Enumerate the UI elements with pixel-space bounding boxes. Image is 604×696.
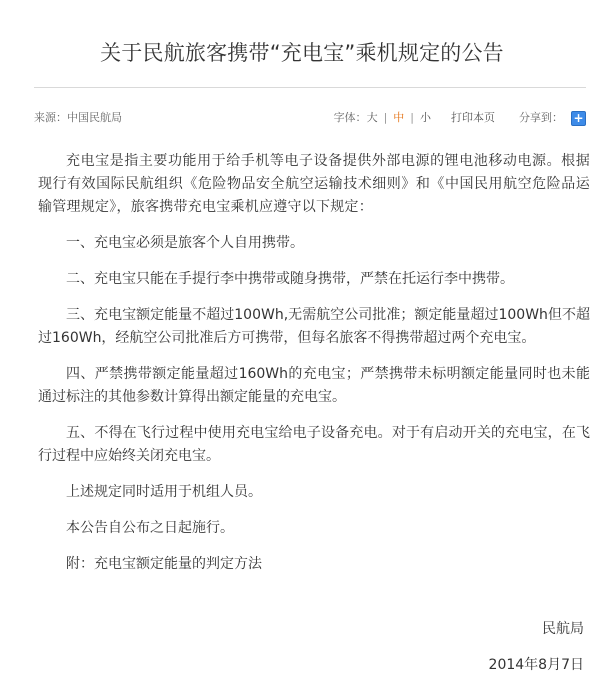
paragraph-appendix[interactable]: 附：充电宝额定能量的判定方法: [66, 556, 262, 572]
font-size-small-link[interactable]: 小: [420, 111, 431, 124]
tool-separator: |: [410, 111, 414, 124]
paragraph-rule-3: 三、充电宝额定能量不超过100Wh,无需航空公司批准；额定能量超过100Wh但不超过160Wh，经航空公司批准后方可携带，但每名旅客不得携带超过两个充电宝。: [38, 307, 590, 346]
print-page-link[interactable]: 打印本页: [451, 111, 495, 124]
signature-date: 2014年8月7日: [488, 657, 584, 673]
share-label: 分享到：: [519, 111, 563, 124]
page-title: 关于民航旅客携带“充电宝”乘机规定的公告: [100, 41, 504, 65]
paragraph-effective: 本公告自公布之日起施行。: [66, 520, 234, 536]
source-label: 来源：中国民航局: [34, 111, 122, 124]
share-plus-icon[interactable]: +: [571, 111, 586, 126]
meta-bar: [34, 108, 586, 128]
title-divider: [34, 87, 586, 88]
tool-separator: |: [383, 111, 388, 124]
paragraph-rule-4: 四、严禁携带额定能量超过160Wh的充电宝；严禁携带未标明额定能量同时也未能通过标注的其他参数计算得出额定能量的充电宝。: [38, 366, 590, 405]
paragraph-rule-5: 五、不得在飞行过程中使用充电宝给电子设备充电。对于有启动开关的充电宝，在飞行过程中应始终关闭充电宝。: [38, 425, 590, 464]
paragraph-intro: 充电宝是指主要功能用于给手机等电子设备提供外部电源的锂电池移动电源。根据现行有效国际民航组织《危险物品安全航空运输技术细则》和《中国民用航空危险品运输管理规定》，旅客携带充电宝乘机应遵守以下规定：: [38, 153, 590, 215]
signature-block: [489, 618, 584, 690]
paragraph-rule-1: 一、充电宝必须是旅客个人自用携带。: [66, 235, 304, 251]
font-size-label: 字体：: [333, 111, 367, 124]
font-size-medium-link[interactable]: 中: [393, 111, 405, 124]
article-body: [38, 150, 590, 589]
article-tools: [334, 108, 586, 128]
paragraph-crew-note: 上述规定同时适用于机组人员。: [66, 484, 262, 500]
font-size-large-link[interactable]: 大: [366, 111, 378, 124]
paragraph-rule-2: 二、充电宝只能在手提行李中携带或随身携带，严禁在托运行李中携带。: [66, 271, 514, 287]
signature-org: 民航局: [542, 621, 584, 637]
